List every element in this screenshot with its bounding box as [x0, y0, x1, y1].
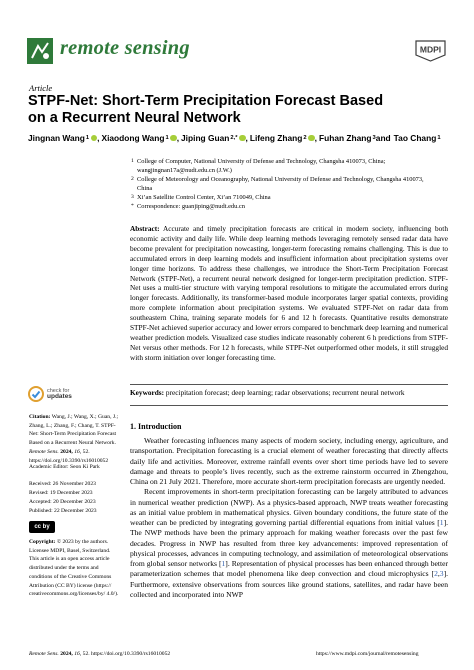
- article-type: Article: [29, 83, 53, 93]
- author-separator: ,: [245, 133, 248, 143]
- author-name: Xiaodong Wang: [101, 133, 165, 143]
- affiliation-text: College of Meteorology and Oceanography, National University of Defense and Technology, Changsha 410073, China: [137, 176, 424, 192]
- author-name: Tao Chang: [393, 133, 437, 143]
- author-affiliation-sup: 1: [437, 135, 441, 141]
- footer-journal-url[interactable]: https://www.mdpi.com/journal/remotesensing: [316, 651, 419, 657]
- citation-text: Wang, J.; Wang, X.; Guan, J.; Zhang, L.; Zhang, F.; Chang, T. STPF-Net: Short-Term Precipitation Forecast Based on a Recurrent Neural Network.: [29, 414, 119, 447]
- citation-link[interactable]: 1: [221, 559, 226, 568]
- copyright-text: © 2023 by the authors. Licensee MDPI, Basel, Switzerland. This article is an open access article distributed under the terms and conditions of the Creative Commons Attribution (CC BY) license (https:// creativecommons.org/licenses/by/ 4.0/).: [29, 539, 119, 598]
- author-separator: ,: [176, 133, 180, 143]
- footer-volume: 16,: [74, 651, 82, 657]
- affiliation-number: 3: [131, 194, 134, 200]
- check-updates-icon: [28, 386, 44, 402]
- author-affiliation-sup: 1: [165, 135, 169, 141]
- paragraph-text: ]. Furthermore, extensive observations from sources like ground stations, satellites, and radar have been collected and incorporated into NWP: [130, 569, 448, 599]
- affiliation-number: 2: [131, 176, 134, 182]
- paragraph-1: Weather forecasting influences many aspects of modern society, including energy, agriculture, and transportation. Precipitation forecasting is a crucial element of weather forecasting that directly affects daily life and activities. Moreover, extreme rainfall events over short time periods have led to severe damage and threats to people’s lives recently, such as the extreme rainstorm occurred in Zhengzhou, China on 21 July 2021. Therefore, more accurate short-term precipitation forecasts are urgently needed.: [130, 436, 448, 486]
- author-name: Jingnan Wang: [28, 133, 85, 143]
- citation-volume: 16,: [74, 448, 82, 455]
- author-affiliation-sup: 2,*: [230, 135, 238, 141]
- author-4[interactable]: [250, 133, 319, 143]
- section-heading-introduction: 1. Introduction: [130, 422, 182, 431]
- paragraph-2: [130, 487, 448, 600]
- correspondence-text[interactable]: Correspondence: guanjiping@nudt.edu.cn: [137, 203, 245, 210]
- author-name: Lifeng Zhang: [249, 133, 303, 143]
- paragraph-text: ]. Representation of physical processes has been enhanced through better parameterization schemes that model phenomena like deep convection and cloud microphysics [: [130, 559, 449, 579]
- citation-link[interactable]: 3: [439, 569, 444, 579]
- author-name: Jiping Guan: [181, 133, 230, 143]
- keywords-divider: [130, 405, 448, 406]
- revised-date: Revised: 19 December 2023: [29, 490, 93, 496]
- author-1[interactable]: [28, 133, 101, 143]
- affiliation-number: *: [131, 203, 134, 209]
- accepted-date: Accepted: 20 December 2023: [29, 499, 96, 505]
- author-5[interactable]: [319, 133, 394, 143]
- author-separator: ,: [97, 133, 100, 143]
- author-affiliation-sup: 3: [372, 135, 376, 141]
- author-affiliation-sup: 1: [85, 135, 90, 141]
- author-name: Fuhan Zhang: [318, 133, 372, 143]
- cc-label: cc by: [34, 524, 50, 530]
- abstract-label: Abstract:: [130, 224, 160, 233]
- affiliation-2: [131, 176, 437, 193]
- author-list: [28, 133, 441, 143]
- citation-doi[interactable]: 52. https://doi.org/10.3390/rs16010052: [29, 448, 109, 464]
- citation-journal: Remote Sens.: [29, 448, 59, 455]
- keywords-text: precipitation forecast; deep learning; radar observations; recurrent neural network: [165, 388, 405, 397]
- cc-by-license-icon[interactable]: [29, 521, 55, 533]
- author-separator: and: [375, 133, 391, 143]
- keywords: [130, 388, 448, 398]
- footer-year: 2024,: [60, 651, 73, 657]
- introduction-body: [130, 436, 448, 600]
- abstract: [130, 224, 448, 363]
- abstract-text: Accurate and timely precipitation forecasts are critical in modern society, influencing both economic activity and daily life. While deep learning methods leveraging remotely sensed radar data have become prevalent for precipitation nowcasting, longer-term forecasting remains challenging. This is due to accumulated errors in deep learning models and insufficient information about precipitation systems over longer time horizons. To address these challenges, we introduce the Short-Term Precipitation Forecast Network (STPF-Net), a recurrent neural network designed for longer-term precipitation prediction. STPF-Net uses a multi-tier structure with varying temporal resolutions to mitigate the accumulated errors during longer forecasts. Additionally, its transformer-based module incorporates larger spatial contexts, providing more complete information about precipitation systems. We evaluated STPF-Net on radar data from southeastern China, training separate models for 6 and 12 h forecasts. Quantitative results demonstrate STPF-Net achieved superior accuracy and lower errors compared to benchmark deep learning and numerical weather prediction models. Visualized case studies indicate reasonably coherent 6 h predictions from STPF-Net versus other methods. For 12 h forecasts, while STPF-Net outperformed other models, it still struggled with storm initiation over longer forecasting time.: [130, 224, 448, 362]
- check-label-line1: check for: [47, 387, 70, 394]
- footer-journal: Remote Sens.: [29, 651, 59, 657]
- author-3[interactable]: [181, 133, 250, 143]
- title-line-2: on a Recurrent Neural Network: [28, 110, 241, 126]
- footer-citation: [29, 651, 170, 657]
- check-label-line2: updates: [47, 393, 72, 400]
- author-2[interactable]: [101, 133, 181, 143]
- affiliation-1: [131, 158, 437, 175]
- journal-logo-icon: [27, 38, 53, 64]
- footer-doi[interactable]: 52. https://doi.org/10.3390/rs16010052: [82, 651, 171, 657]
- author-6[interactable]: [394, 133, 441, 143]
- author-separator: ,: [314, 133, 317, 143]
- copyright-label: Copyright:: [29, 539, 56, 545]
- affiliation-text: Xi’an Satellite Control Center, Xi’an 710049, China: [137, 194, 271, 201]
- paragraph-text: ]. The NWP methods have been the primary approach for making weather forecasts over the past few decades. Progress in NWP has resulted from three key advancements: improved representation of physical processes, advances in computing technology, and assimilation of meteorological observations from global sensor networks [: [130, 518, 448, 568]
- publisher-name: MDPI: [419, 44, 442, 55]
- citation-link[interactable]: 1: [439, 518, 444, 527]
- affiliation-3: [131, 194, 437, 203]
- abstract-divider: [130, 384, 448, 385]
- citation-block: [29, 413, 121, 465]
- keywords-label: Keywords:: [130, 388, 165, 397]
- citation-year: 2024,: [60, 448, 73, 455]
- journal-name[interactable]: remote sensing: [60, 37, 190, 59]
- citation-label: Citation:: [29, 414, 51, 420]
- author-affiliation-sup: 2: [303, 135, 307, 141]
- academic-editor: Academic Editor: Seon Ki Park: [29, 464, 100, 470]
- check-for-updates-button[interactable]: [28, 384, 80, 404]
- citation-link[interactable]: 2: [434, 569, 438, 579]
- correspondence: [131, 203, 437, 212]
- mdpi-logo-icon[interactable]: [414, 39, 447, 63]
- received-date: Received: 26 November 2023: [29, 481, 96, 487]
- title-line-1: STPF-Net: Short-Term Precipitation Forecast Based: [28, 93, 384, 109]
- published-date: Published: 22 December 2023: [29, 508, 97, 514]
- affiliation-text: College of Computer, National University of Defense and Technology, Changsha 410073, China; wangjingnan17a@nudt.edu.cn (J.W.): [137, 158, 386, 174]
- paragraph-text: Recent improvements in short-term precipitation forecasting can be largely attributed to advances in numerical weather prediction (NWP). As a physics-based approach, NWP treats weather forecasting as an initial value problem in mathematical physics. Given boundary conditions, the future state of the weather can be predicted by integrating governing partial differential equations from initial values [: [130, 487, 448, 527]
- copyright-block: [29, 538, 121, 599]
- affiliation-number: 1: [131, 158, 134, 164]
- citation-separator: ,: [437, 569, 440, 579]
